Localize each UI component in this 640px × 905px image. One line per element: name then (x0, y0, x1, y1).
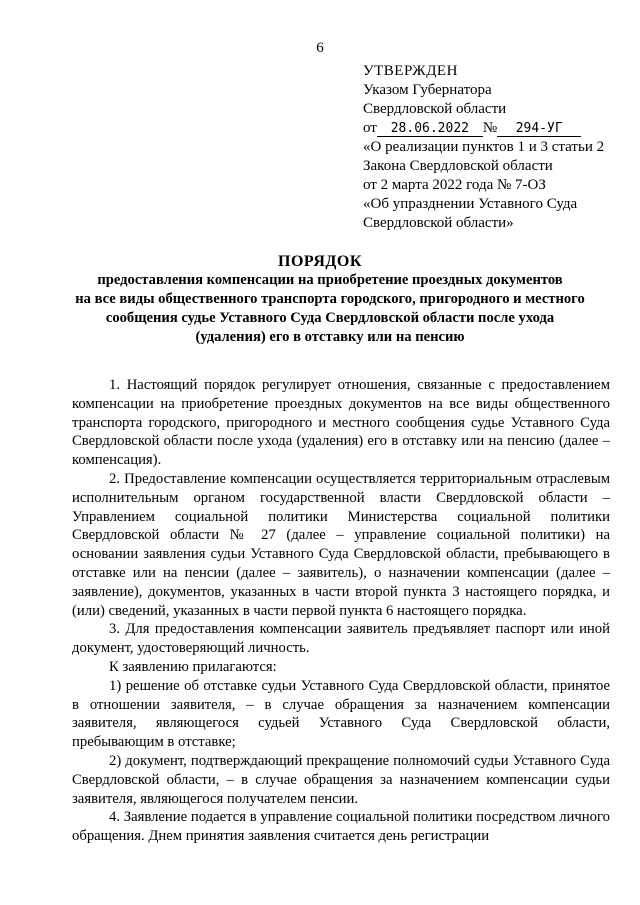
approval-line-decree: Указом Губернатора (363, 82, 492, 98)
subtitle-line: предоставления компенсации на приобретение проездных документов (97, 272, 563, 288)
subtitle-line: (удаления) его в отставку или на пенсию (195, 329, 465, 345)
paragraph-1: 1. Настоящий порядок регулирует отношения, связанные с предоставлением компенсации на приобретение проездных документов на все виды общественного транспорта городского, пригородного и местного сообщения судье Уставного Суда Свердловской области после ухода (удаления) его в отставку или на пенсию (далее – компенсация). (72, 377, 610, 469)
decree-number: 294-УГ (497, 121, 581, 137)
approval-line-6: от 2 марта 2022 года № 7-ОЗ (363, 177, 546, 193)
attachment-item-2: 2) документ, подтверждающий прекращение полномочий судьи Уставного Суда Свердловской области, – в случае обращения за назначением компенсации судьи заявителя, являющегося получателем пенсии. (72, 752, 610, 807)
approval-line-region: Свердловской области (363, 101, 507, 117)
document-body (72, 376, 610, 846)
paragraph-4: 4. Заявление подается в управление социальной политики посредством личного обращения. Днем принятия заявления считается день регистрации (72, 809, 610, 845)
approval-block (363, 62, 628, 233)
approval-line-8: Свердловской области» (363, 215, 514, 231)
document-subtitle (60, 271, 600, 347)
paragraph-3: 3. Для предоставления компенсации заявитель предъявляет паспорт или иной документ, удостоверяющий личность. (72, 621, 610, 657)
subtitle-line: на все виды общественного транспорта городского, пригородного и местного (75, 291, 585, 307)
attachment-item-1: 1) решение об отставке судьи Уставного Суда Свердловской области, принятое в отношении заявителя, – в случае обращения за назначением компенсации заявителя, являющегося судьей Уставного Суда Свердловской области, пребывающим в отставке; (72, 677, 610, 751)
decree-date: 28.06.2022 (377, 121, 483, 137)
subtitle-line: сообщения судье Уставного Суда Свердловской области после ухода (105, 310, 555, 326)
document-title: ПОРЯДОК (278, 253, 362, 270)
approval-heading: УТВЕРЖДЕН (363, 63, 458, 79)
approval-line-4: «О реализации пунктов 1 и 3 статьи 2 (363, 139, 605, 155)
paragraph-2: 2. Предоставление компенсации осуществляется территориальным отраслевым исполнительным органом государственной власти Свердловской области – Управлением социальной политики Министерства социальной политики Свердловской области № 27 (далее – управление социальной политики) на основании заявления судьи Уставного Суда Свердловской области, пребывающего в отставке или на пенсии (далее – заявитель), о назначении компенсации (далее – заявление), документов, указанных в части второй пункта 3 настоящего порядка, и (или) сведений, указанных в части первой пункта 6 настоящего порядка. (72, 470, 610, 619)
date-prefix: от (363, 120, 377, 136)
attachments-intro: К заявлению прилагаются: (109, 658, 277, 675)
approval-line-5: Закона Свердловской области (363, 158, 553, 174)
number-sign: № (482, 120, 498, 136)
approval-date-number-line (363, 119, 628, 138)
page-number: 6 (316, 40, 324, 56)
approval-line-7: «Об упразднении Уставного Суда (363, 196, 578, 212)
